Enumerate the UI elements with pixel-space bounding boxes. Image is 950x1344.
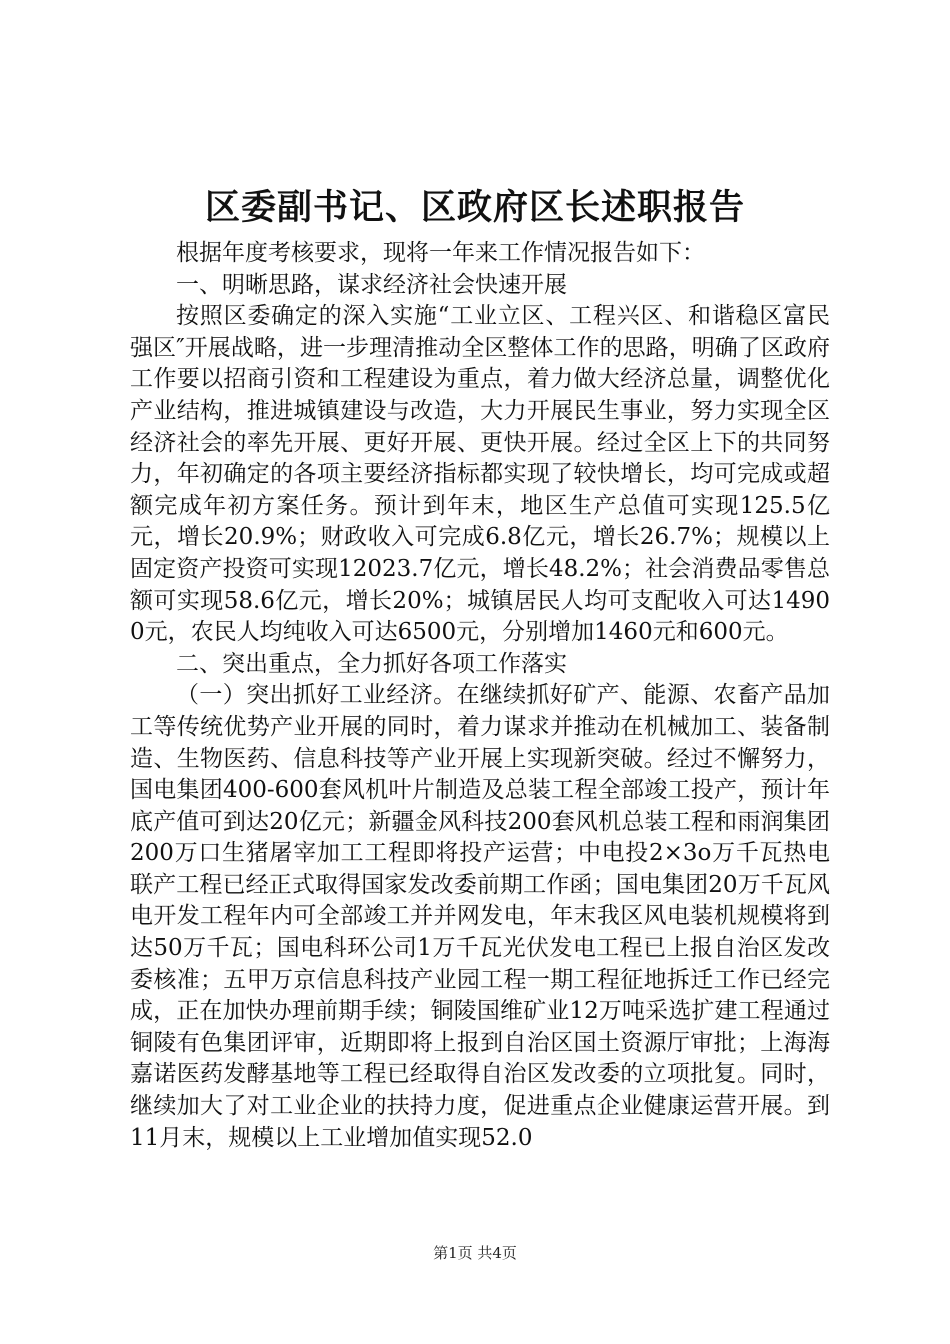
section-heading-2: 二、突出重点，全力抓好各项工作落实 (176, 650, 567, 677)
page-number-footer: 第1页 共4页 (433, 1244, 517, 1262)
document-body (130, 238, 830, 1154)
section-heading-1: 一、明晰思路，谋求经济社会快速开展 (176, 271, 567, 298)
section-1-paragraph: 按照区委确定的深入实施“工业立区、工程兴区、和谐稳区富民强区″开展战略，进一步理清推动全区整体工作的思路，明确了区政府工作要以招商引资和工程建设为重点，着力做大经济总量，调整优化产业结构，推进城镇建设与改造，大力开展民生事业，努力实现全区经济社会的率先开展、更好开展、更快开展。经过全区上下的共同努力，年初确定的各项主要经济指标都实现了较快增长，均可完成或超额完成年初方案任务。预计到年末，地区生产总值可实现125.5亿元，增长20.9%；财政收入可完成6.8亿元，增长26.7%；规模以上固定资产投资可实现12023.7亿元，增长48.2%；社会消费品零售总额可实现58.6亿元，增长20%；城镇居民人均可支配收入可达14900元，农民人均纯收入可达6500元，分别增加1460元和600元。 (130, 303, 830, 646)
intro-paragraph: 根据年度考核要求，现将一年来工作情况报告如下： (176, 240, 705, 266)
document-title: 区委副书记、区政府区长述职报告 (204, 187, 745, 228)
section-2-paragraph: （一）突出抓好工业经济。在继续抓好矿产、能源、农畜产品加工等传统优势产业开展的同时，着力谋求并推动在机械加工、装备制造、生物医药、信息科技等产业开展上实现新突破。经过不懈努力，国电集团400-600套风机叶片制造及总装工程全部竣工投产，预计年底产值可到达20亿元；新疆金风科技200套风机总装工程和雨润集团200万口生猪屠宰加工工程即将投产运营；中电投2×3o万千瓦热电联产工程已经正式取得国家发改委前期工作函；国电集团20万千瓦风电开发工程年内可全部竣工并并网发电，年末我区风电装机规模将到达50万千瓦；国电科环公司1万千瓦光伏发电工程已上报自治区发改委核准；五甲万京信息科技产业园工程一期工程征地拆迁工作已经完成，正在加快办理前期手续；铜陵国维矿业12万吨采选扩建工程通过铜陵有色集团评审，近期即将上报到自治区国土资源厅审批；上海海嘉诺医药发酵基地等工程已经取得自治区发改委的立项批复。同时，继续加大了对工业企业的扶持力度，促进重点企业健康运营开展。到11月末，规模以上工业增加值实现52.0 (130, 682, 830, 1151)
